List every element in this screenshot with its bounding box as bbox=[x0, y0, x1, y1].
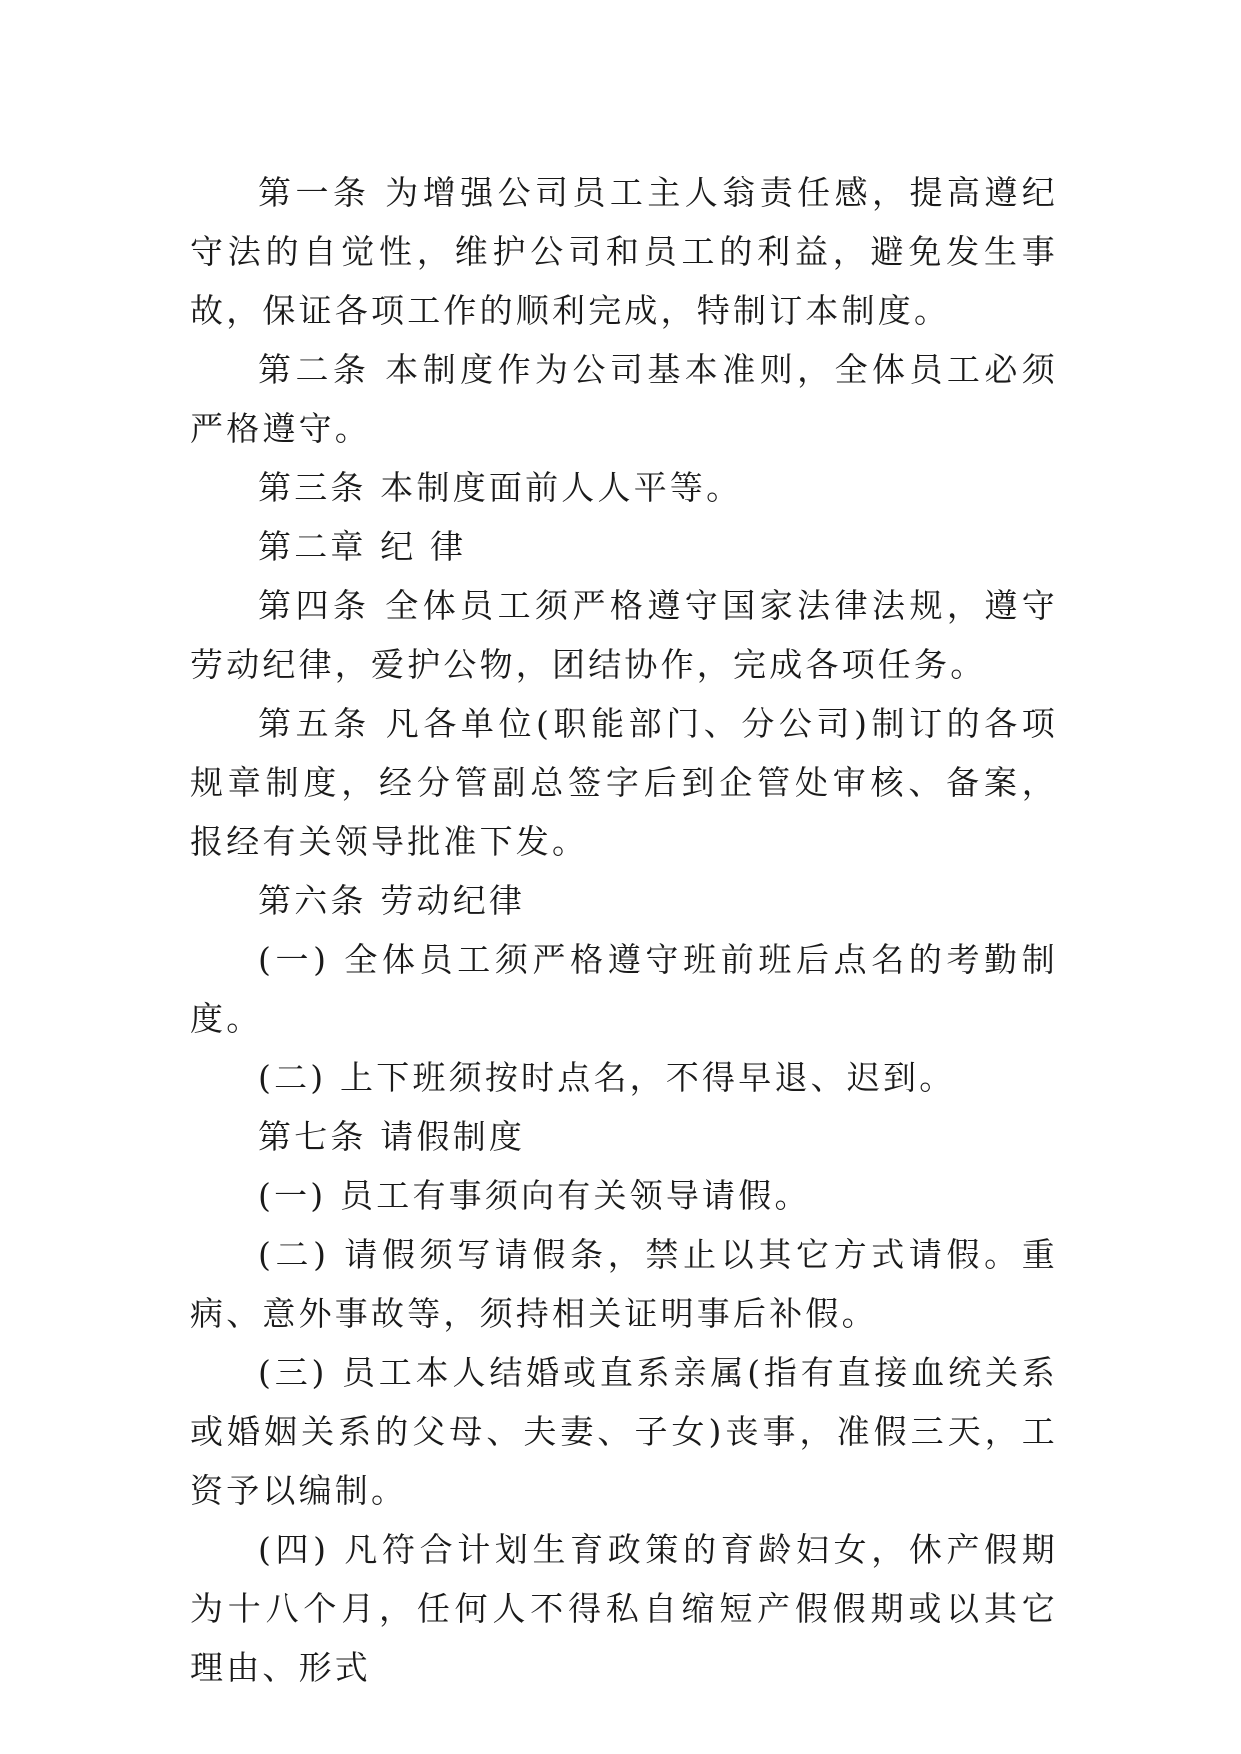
article-7-item-2: (二) 请假须写请假条，禁止以其它方式请假。重病、意外事故等，须持相关证明事后补假。 bbox=[190, 1235, 1058, 1333]
article-1-paragraph: 第一条 为增强公司员工主人翁责任感，提高遵纪守法的自觉性，维护公司和员工的利益，避免发生事故，保证各项工作的顺利完成，特制订本制度。 bbox=[190, 173, 1058, 330]
article-6-item-1: (一) 全体员工须严格遵守班前班后点名的考勤制度。 bbox=[190, 940, 1058, 1038]
article-7-item-3: (三) 员工本人结婚或直系亲属(指有直接血统关系或婚姻关系的父母、夫妻、子女)丧事，准假三天，工资予以编制。 bbox=[190, 1353, 1058, 1510]
chapter-2-heading: 第二章 纪 律 bbox=[258, 527, 467, 566]
article-7-item-1: (一) 员工有事须向有关领导请假。 bbox=[258, 1176, 811, 1215]
article-7-item-4: (四) 凡符合计划生育政策的育龄妇女，休产假期为十八个月，任何人不得私自缩短产假假期或以其它理由、形式 bbox=[190, 1530, 1058, 1687]
article-3-paragraph: 第三条 本制度面前人人平等。 bbox=[258, 468, 743, 507]
article-6-heading: 第六条 劳动纪律 bbox=[258, 881, 526, 920]
article-7-heading: 第七条 请假制度 bbox=[258, 1117, 526, 1156]
article-5-paragraph: 第五条 凡各单位(职能部门、分公司)制订的各项规章制度，经分管副总签字后到企管处审核、备案，报经有关领导批准下发。 bbox=[190, 704, 1058, 861]
article-6-item-2: (二) 上下班须按时点名，不得早退、迟到。 bbox=[258, 1058, 956, 1097]
article-4-paragraph: 第四条 全体员工须严格遵守国家法律法规，遵守劳动纪律，爱护公物，团结协作，完成各项任务。 bbox=[190, 586, 1058, 684]
article-2-paragraph: 第二条 本制度作为公司基本准则，全体员工必须严格遵守。 bbox=[190, 350, 1058, 448]
document-page bbox=[190, 163, 1058, 1697]
